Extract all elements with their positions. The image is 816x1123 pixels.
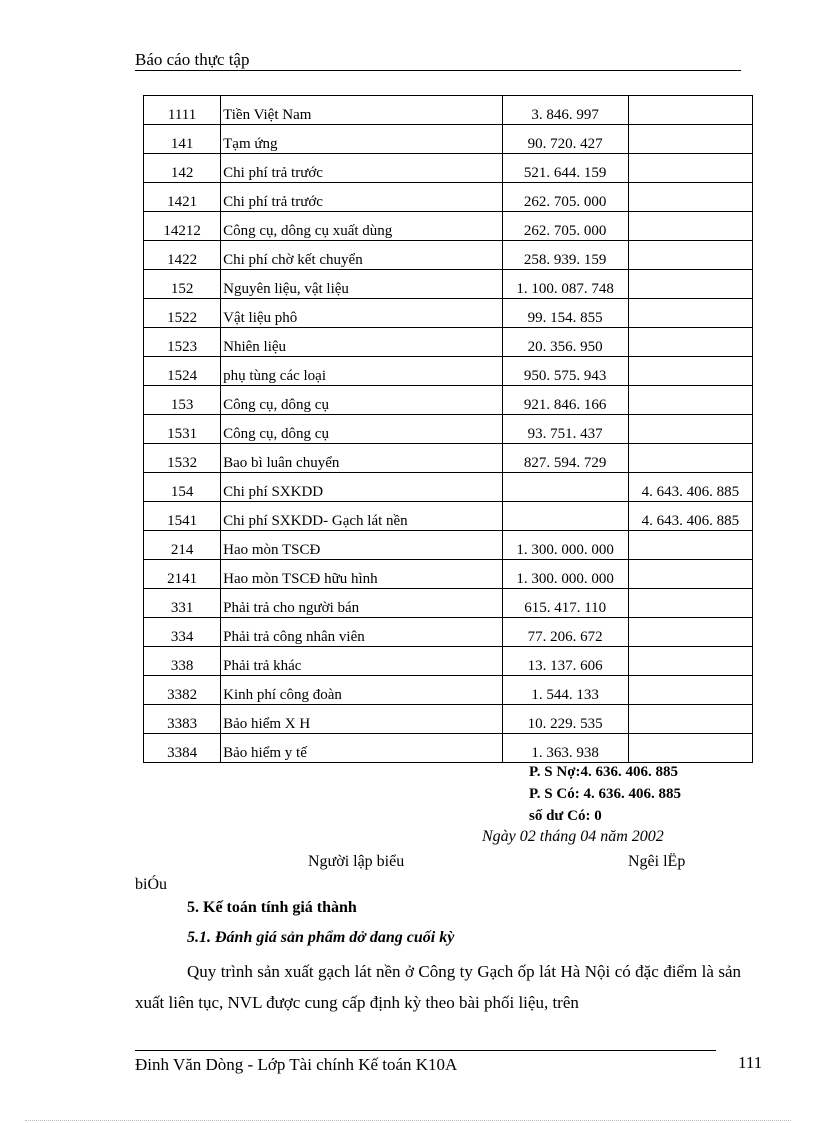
account-code-cell: 1111 <box>144 96 221 125</box>
credit-cell <box>628 415 752 444</box>
debit-cell: 3. 846. 997 <box>502 96 628 125</box>
table-row <box>144 531 753 560</box>
account-code-cell: 3383 <box>144 705 221 734</box>
account-name-cell: Nhiên liệu <box>221 328 502 357</box>
account-name-cell: Phải trả cho người bán <box>221 589 502 618</box>
table-row <box>144 473 753 502</box>
table-row <box>144 618 753 647</box>
account-code-cell: 1532 <box>144 444 221 473</box>
table-row <box>144 183 753 212</box>
account-code-cell: 14212 <box>144 212 221 241</box>
account-code-cell: 1523 <box>144 328 221 357</box>
credit-cell <box>628 444 752 473</box>
debit-cell: 1. 300. 000. 000 <box>502 531 628 560</box>
debit-cell <box>502 473 628 502</box>
account-name-cell: Kinh phí công đoàn <box>221 676 502 705</box>
debit-cell <box>502 502 628 531</box>
table-row <box>144 415 753 444</box>
account-name-cell: Phải trả công nhân viên <box>221 618 502 647</box>
signature-right: Ngêi lËp <box>628 853 686 870</box>
account-name-cell: Chi phí trả trước <box>221 183 502 212</box>
debit-cell: 615. 417. 110 <box>502 589 628 618</box>
account-code-cell: 1541 <box>144 502 221 531</box>
table-row <box>144 96 753 125</box>
credit-cell <box>628 676 752 705</box>
account-code-cell: 142 <box>144 154 221 183</box>
account-code-cell: 141 <box>144 125 221 154</box>
debit-cell: 521. 644. 159 <box>502 154 628 183</box>
credit-cell <box>628 705 752 734</box>
account-code-cell: 338 <box>144 647 221 676</box>
subsection-title: 5.1. Đánh giá sản phẩm dở dang cuối kỳ <box>187 929 455 946</box>
footer-author: Đinh Văn Dòng - Lớp Tài chính Kế toán K10A <box>135 1055 458 1074</box>
credit-cell <box>628 589 752 618</box>
table-row <box>144 444 753 473</box>
account-name-cell: Chi phí SXKDD <box>221 473 502 502</box>
footer-rule <box>135 1050 716 1051</box>
account-name-cell: Công cụ, dông cụ xuất dùng <box>221 212 502 241</box>
credit-cell <box>628 734 752 763</box>
credit-cell <box>628 357 752 386</box>
debit-cell: 10. 229. 535 <box>502 705 628 734</box>
credit-cell <box>628 386 752 415</box>
table-row <box>144 154 753 183</box>
account-code-cell: 152 <box>144 270 221 299</box>
summary-debit-total: P. S Nợ:4. 636. 406. 885 <box>529 764 679 780</box>
credit-cell <box>628 560 752 589</box>
table-row <box>144 299 753 328</box>
signature-wrap: biÓu <box>135 876 167 893</box>
account-name-cell: Công cụ, dông cụ <box>221 386 502 415</box>
debit-cell: 262. 705. 000 <box>502 183 628 212</box>
table-row <box>144 241 753 270</box>
credit-cell <box>628 299 752 328</box>
table-row <box>144 357 753 386</box>
debit-cell: 1. 544. 133 <box>502 676 628 705</box>
account-code-cell: 1422 <box>144 241 221 270</box>
table-row <box>144 386 753 415</box>
table-row <box>144 589 753 618</box>
header-rule <box>135 70 741 71</box>
account-name-cell: Tiền Việt Nam <box>221 96 502 125</box>
section-title: 5. Kế toán tính giá thành <box>187 899 357 916</box>
debit-cell: 13. 137. 606 <box>502 647 628 676</box>
credit-cell: 4. 643. 406. 885 <box>628 502 752 531</box>
account-code-cell: 1524 <box>144 357 221 386</box>
page-header-title: Báo cáo thực tập <box>135 50 250 69</box>
credit-cell <box>628 183 752 212</box>
account-name-cell: Tạm ứng <box>221 125 502 154</box>
account-code-cell: 154 <box>144 473 221 502</box>
debit-cell: 90. 720. 427 <box>502 125 628 154</box>
debit-cell: 1. 363. 938 <box>502 734 628 763</box>
debit-cell: 262. 705. 000 <box>502 212 628 241</box>
account-name-cell: Chi phí trả trước <box>221 154 502 183</box>
account-code-cell: 214 <box>144 531 221 560</box>
account-code-cell: 1421 <box>144 183 221 212</box>
account-code-cell: 1522 <box>144 299 221 328</box>
table-row <box>144 212 753 241</box>
debit-cell: 1. 300. 000. 000 <box>502 560 628 589</box>
account-name-cell: Hao mòn TSCĐ <box>221 531 502 560</box>
credit-cell <box>628 328 752 357</box>
debit-cell: 258. 939. 159 <box>502 241 628 270</box>
account-name-cell: Bảo hiểm X H <box>221 705 502 734</box>
debit-cell: 20. 356. 950 <box>502 328 628 357</box>
credit-cell <box>628 212 752 241</box>
credit-cell <box>628 154 752 183</box>
account-code-cell: 3384 <box>144 734 221 763</box>
table-row <box>144 328 753 357</box>
account-name-cell: Phải trả khác <box>221 647 502 676</box>
table-row <box>144 125 753 154</box>
account-name-cell: Chi phí chờ kết chuyển <box>221 241 502 270</box>
credit-cell <box>628 270 752 299</box>
account-name-cell: Bao bì luân chuyển <box>221 444 502 473</box>
account-name-cell: Bảo hiểm y tế <box>221 734 502 763</box>
account-code-cell: 334 <box>144 618 221 647</box>
table-row <box>144 270 753 299</box>
table-row <box>144 647 753 676</box>
debit-cell: 77. 206. 672 <box>502 618 628 647</box>
credit-cell <box>628 96 752 125</box>
table-row <box>144 502 753 531</box>
account-name-cell: Chi phí SXKDD- Gạch lát nền <box>221 502 502 531</box>
ledger-table <box>143 95 753 763</box>
bottom-dotted-rule <box>25 1120 791 1121</box>
account-name-cell: Hao mòn TSCĐ hữu hình <box>221 560 502 589</box>
ledger-body <box>144 96 753 763</box>
credit-cell <box>628 241 752 270</box>
account-code-cell: 331 <box>144 589 221 618</box>
credit-cell <box>628 531 752 560</box>
summary-balance: số dư Có: 0 <box>529 808 602 824</box>
debit-cell: 950. 575. 943 <box>502 357 628 386</box>
account-name-cell: Nguyên liệu, vật liệu <box>221 270 502 299</box>
credit-cell <box>628 618 752 647</box>
debit-cell: 1. 100. 087. 748 <box>502 270 628 299</box>
credit-cell: 4. 643. 406. 885 <box>628 473 752 502</box>
body-paragraph: Quy trình sản xuất gạch lát nền ở Công ty Gạch ốp lát Hà Nội có đặc điểm là sản xuất liên tục, NVL được cung cấp định kỳ theo bài phối liệu, trên <box>135 962 741 1012</box>
account-code-cell: 2141 <box>144 560 221 589</box>
table-row <box>144 560 753 589</box>
debit-cell: 921. 846. 166 <box>502 386 628 415</box>
account-code-cell: 3382 <box>144 676 221 705</box>
account-name-cell: phụ tùng các loại <box>221 357 502 386</box>
signature-preparer: Người lập biểu <box>308 853 405 870</box>
credit-cell <box>628 125 752 154</box>
account-code-cell: 153 <box>144 386 221 415</box>
account-code-cell: 1531 <box>144 415 221 444</box>
date-line: Ngày 02 tháng 04 năm 2002 <box>482 828 664 845</box>
summary-credit-total: P. S Có: 4. 636. 406. 885 <box>529 786 681 802</box>
account-name-cell: Công cụ, dông cụ <box>221 415 502 444</box>
table-row <box>144 734 753 763</box>
account-name-cell: Vật liệu phô <box>221 299 502 328</box>
debit-cell: 93. 751. 437 <box>502 415 628 444</box>
credit-cell <box>628 647 752 676</box>
table-row <box>144 705 753 734</box>
debit-cell: 827. 594. 729 <box>502 444 628 473</box>
page-number: 111 <box>738 1053 763 1072</box>
debit-cell: 99. 154. 855 <box>502 299 628 328</box>
table-row <box>144 676 753 705</box>
